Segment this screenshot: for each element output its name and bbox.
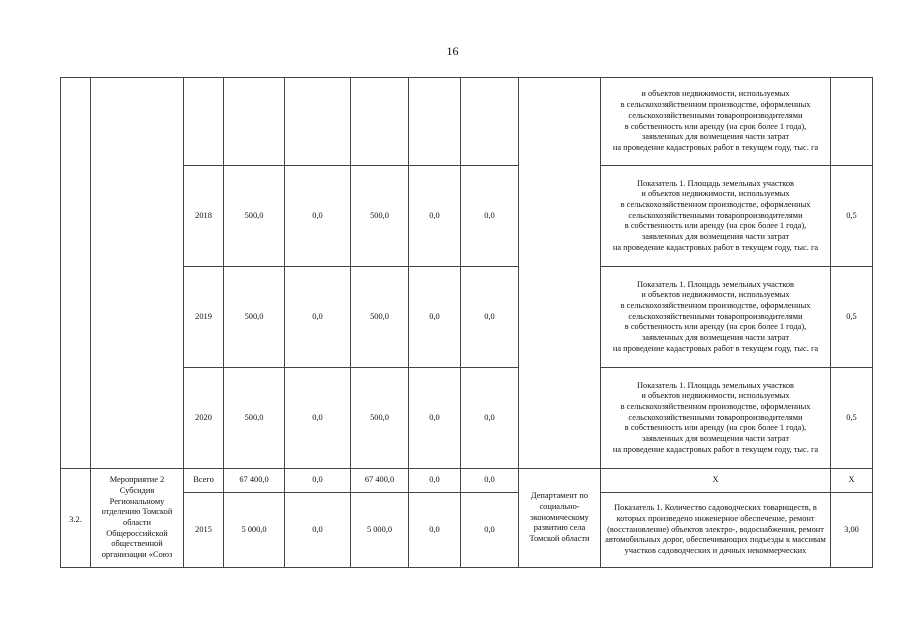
local-cell: 0,0: [409, 166, 461, 267]
local-cell: 0,0: [409, 493, 461, 568]
regional-cell: 500,0: [351, 166, 409, 267]
local-cell: 0,0: [409, 267, 461, 368]
section-number: 3.2.: [61, 469, 91, 568]
year-cell: 2020: [184, 368, 224, 469]
indicator-cell: Показатель 1. Количество садоводческих товариществ, в которых произведено инженерное обеспечение, ремонт (восстановление) объектов электро-, водоснабжения, ремонт автомобильных дорог, обеспечивающих подъезды к массивам участков садоводческих и дачных некоммерческих: [601, 493, 831, 568]
total-cell: 500,0: [224, 267, 285, 368]
number-cell-empty: [61, 78, 91, 469]
federal-cell: 0,0: [285, 469, 351, 493]
name-cell-empty: [91, 78, 184, 469]
total-cell: 500,0: [224, 368, 285, 469]
total-cell: 500,0: [224, 166, 285, 267]
other-cell: 0,0: [461, 368, 519, 469]
year-cell: Всего: [184, 469, 224, 493]
federal-cell: 0,0: [285, 166, 351, 267]
federal-cell: 0,0: [285, 267, 351, 368]
other-cell: 0,0: [461, 469, 519, 493]
indicator-cell: Х: [601, 469, 831, 493]
table-row: [61, 78, 873, 166]
indicator-cell: и объектов недвижимости, используемых в сельскохозяйственном производстве, оформленных сельскохозяйственными товаропроизводителями в собственность или аренду (на срок более 1 года), заявленных для возмещения части затрат на проведение кадастровых работ в текущем году, тыс. га: [601, 78, 831, 166]
indicator-value-cell: Х: [831, 469, 873, 493]
regional-cell: 500,0: [351, 368, 409, 469]
indicator-value-cell: 0,5: [831, 267, 873, 368]
table-row: [61, 469, 873, 493]
total-cell: 5 000,0: [224, 493, 285, 568]
indicator-value-cell: 0,5: [831, 368, 873, 469]
regional-cell: 500,0: [351, 267, 409, 368]
indicator-cell: Показатель 1. Площадь земельных участков и объектов недвижимости, используемых в сельскохозяйственном производстве, оформленных сельскохозяйственными товаропроизводителями в собственность или аренду (на срок более 1 года), заявленных для возмещения части затрат на проведение кадастровых работ в текущем году, тыс. га: [601, 166, 831, 267]
federal-cell: 0,0: [285, 493, 351, 568]
local-cell: 0,0: [409, 469, 461, 493]
indicator-cell: Показатель 1. Площадь земельных участков и объектов недвижимости, используемых в сельскохозяйственном производстве, оформленных сельскохозяйственными товаропроизводителями в собственность или аренду (на срок более 1 года), заявленных для возмещения части затрат на проведение кадастровых работ в текущем году, тыс. га: [601, 267, 831, 368]
indicator-value-cell: 3,00: [831, 493, 873, 568]
year-cell: 2015: [184, 493, 224, 568]
section-title: Мероприятие 2 Субсидия Региональному отделению Томской области Общероссийской общественной организации «Союз: [91, 469, 184, 568]
page-number: 16: [446, 44, 459, 58]
indicator-cell: Показатель 1. Площадь земельных участков и объектов недвижимости, используемых в сельскохозяйственном производстве, оформленных сельскохозяйственными товаропроизводителями в собственность или аренду (на срок более 1 года), заявленных для возмещения части затрат на проведение кадастровых работ в текущем году, тыс. га: [601, 368, 831, 469]
local-cell: 0,0: [409, 368, 461, 469]
regional-cell: 5 000,0: [351, 493, 409, 568]
regional-cell: 67 400,0: [351, 469, 409, 493]
program-table: [60, 77, 873, 568]
other-cell: 0,0: [461, 267, 519, 368]
other-cell: 0,0: [461, 166, 519, 267]
total-cell: 67 400,0: [224, 469, 285, 493]
other-cell: 0,0: [461, 493, 519, 568]
federal-cell: 0,0: [285, 368, 351, 469]
year-cell: 2018: [184, 166, 224, 267]
department-cell-empty: [519, 78, 601, 469]
indicator-value-cell: 0,5: [831, 166, 873, 267]
department-cell: Департамент по социально-экономическому развитию села Томской области: [519, 469, 601, 568]
year-cell: 2019: [184, 267, 224, 368]
